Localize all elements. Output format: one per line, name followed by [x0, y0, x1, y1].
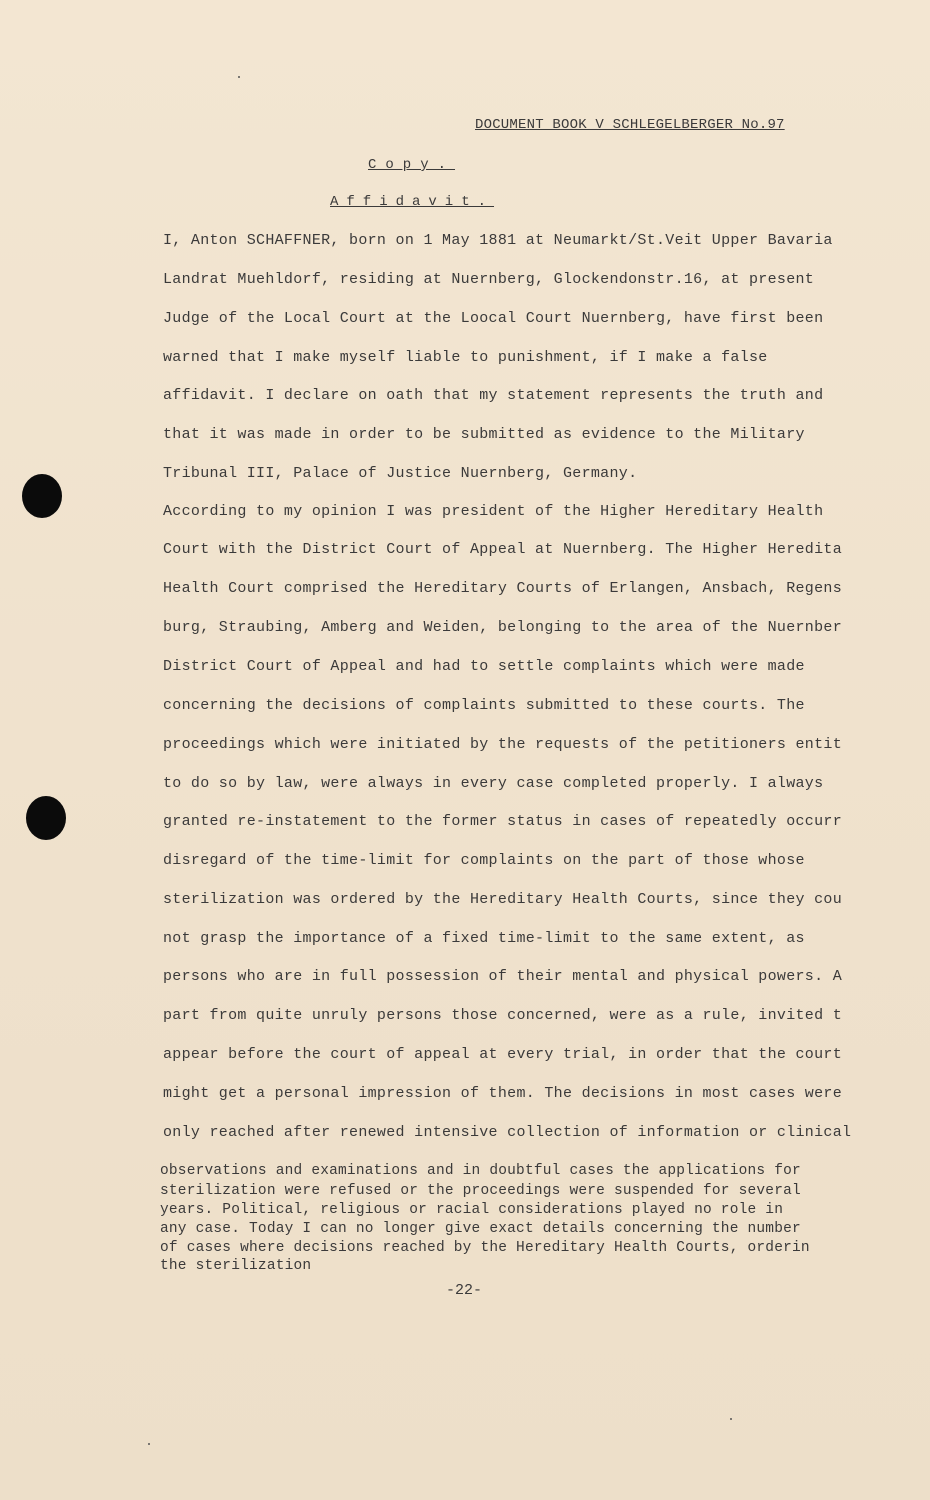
- speck: [148, 1443, 150, 1445]
- text-line: years. Political, religious or racial considerations played no role in: [160, 1202, 784, 1218]
- copy-label: Copy.: [368, 157, 456, 173]
- speck: [238, 76, 240, 78]
- text-line: sterilization was ordered by the Hereditary Health Courts, since they cou: [163, 891, 843, 908]
- text-line: observations and examinations and in doubtful cases the applications for: [160, 1163, 801, 1179]
- text-line: only reached after renewed intensive collection of information or clinical: [163, 1124, 852, 1141]
- text-line: District Court of Appeal and had to settle complaints which were made: [163, 658, 805, 675]
- punch-hole: [26, 796, 66, 840]
- text-line: Court with the District Court of Appeal at Nuernberg. The Higher Heredita: [163, 541, 843, 558]
- text-line: affidavit. I declare on oath that my statement represents the truth and: [163, 387, 824, 404]
- text-line: to do so by law, were always in every case completed properly. I always: [163, 775, 824, 792]
- text-line: Tribunal III, Palace of Justice Nuernberg, Germany.: [163, 465, 638, 482]
- text-line: appear before the court of appeal at every trial, in order that the court: [163, 1046, 843, 1063]
- text-line: concerning the decisions of complaints submitted to these courts. The: [163, 697, 805, 714]
- text-line: sterilization were refused or the proceedings were suspended for several: [160, 1183, 801, 1199]
- text-line: any case. Today I can no longer give exact details concerning the number: [160, 1221, 801, 1237]
- text-line: might get a personal impression of them. The decisions in most cases were: [163, 1085, 843, 1102]
- punch-hole: [22, 474, 62, 518]
- text-line: the sterilization: [160, 1258, 312, 1274]
- text-line: granted re-instatement to the former status in cases of repeatedly occurr: [163, 813, 843, 830]
- text-line: persons who are in full possession of their mental and physical powers. A: [163, 968, 843, 985]
- text-line: not grasp the importance of a fixed time-limit to the same extent, as: [163, 930, 805, 947]
- text-line: that it was made in order to be submitted as evidence to the Military: [163, 426, 805, 443]
- text-line: part from quite unruly persons those concerned, were as a rule, invited t: [163, 1007, 843, 1024]
- text-line: of cases where decisions reached by the Hereditary Health Courts, orderin: [160, 1240, 810, 1256]
- text-line: burg, Straubing, Amberg and Weiden, belonging to the area of the Nuernber: [163, 619, 843, 636]
- text-line: warned that I make myself liable to punishment, if I make a false: [163, 349, 768, 366]
- text-line: According to my opinion I was president of the Higher Hereditary Health: [163, 503, 824, 520]
- text-line: I, Anton SCHAFFNER, born on 1 May 1881 at Neumarkt/St.Veit Upper Bavaria: [163, 232, 833, 249]
- speck: [730, 1418, 732, 1420]
- affidavit-title: Affidavit.: [330, 194, 495, 210]
- text-line: Health Court comprised the Hereditary Courts of Erlangen, Ansbach, Regens: [163, 580, 843, 597]
- page-number: -22-: [446, 1282, 483, 1299]
- text-line: proceedings which were initiated by the requests of the petitioners entit: [163, 736, 843, 753]
- text-line: Judge of the Local Court at the Loocal Court Nuernberg, have first been: [163, 310, 824, 327]
- text-line: Landrat Muehldorf, residing at Nuernberg, Glockendonstr.16, at present: [163, 271, 815, 288]
- text-line: disregard of the time-limit for complaints on the part of those whose: [163, 852, 805, 869]
- document-book-reference: DOCUMENT BOOK V SCHLEGELBERGER No.97: [475, 117, 785, 133]
